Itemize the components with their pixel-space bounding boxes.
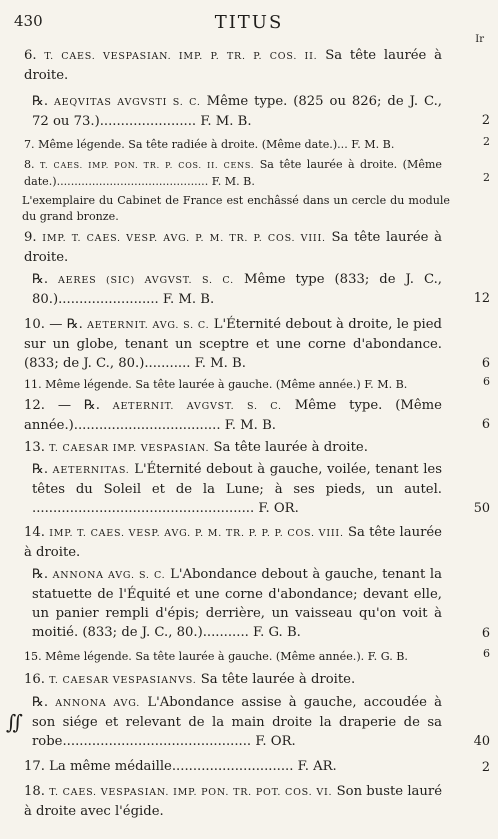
coin-legend: AEQVITAS AVGVSTI S. C. [53,97,201,108]
coin-legend: AETERNITAS. [52,465,130,476]
entry-description: Sa tête laurée à droite. [24,525,442,560]
catalog-entry [32,271,442,310]
entry-description: Sa tête laurée à droite. [24,48,442,83]
coin-legend: ANNONA AVG. S. C. [52,570,166,581]
catalog-entry [24,377,442,393]
entry-description: Même type. (Même année.)................................... F. M. B. [24,398,442,433]
catalog-entry [24,671,442,691]
coin-legend: T. CAES. IMP. PON. TR. P. COS. II. CENS. [40,161,255,170]
entry-number: ℞. [32,94,54,109]
entry-number: 11. [24,378,46,391]
entry-number: ℞. [32,695,56,710]
coin-legend: AETERNIT. AVG. S. C. [87,320,210,331]
entry-number: 9. [24,230,43,245]
coin-legend: IMP. T. CAES. VESP. AVG. P. M. TR. P. P. P. COS. VIII. [49,528,344,539]
catalog-entry [32,566,442,643]
page-header [0,12,498,45]
rarity-value: 6 [483,647,490,660]
entry-number: 8. [24,158,41,171]
page-title: TITUS [214,12,284,33]
entry-description: Son buste lauré à droite avec l'égide. [24,784,442,819]
catalog-entry [24,47,442,86]
page-number: 430 [14,12,43,30]
running-mark: Ir [475,34,484,45]
entry-description: Même type. (825 ou 826; de J. C., 72 ou 73.)....................... F. M. B. [32,94,442,129]
catalog-entry [24,137,442,153]
coin-legend: IMP. T. CAES. VESP. AVG. P. M. TR. P. COS. VIII. [42,233,326,244]
entry-number: 14. [24,525,50,540]
catalog-entry [24,316,442,374]
entry-description: Sa tête laurée à droite. (Même date.)........................................... F. M. B. [24,158,442,188]
rarity-value: 6 [483,375,490,388]
entry-number: 16. [24,672,50,687]
coin-legend: AETERNIT. AVGVST. S. C. [112,401,282,412]
coin-legend: ANNONA AVG. [55,698,141,709]
entry-number: 13. [24,440,50,455]
rarity-value: 6 [481,417,490,432]
entry-description: La même médaille............................. F. AR. [49,759,337,774]
entry-description: Même type (833; de J. C., 80.)........................ F. M. B. [32,272,442,307]
catalog-entry [24,157,442,190]
entry-number: 6. [24,48,45,63]
catalog-entry [24,397,442,436]
entry-number: 7. [24,138,39,151]
entry-number: 12. — ℞. [24,398,113,413]
entry-description: Même légende. Sa tête laurée à gauche. (Même année.). F. G. B. [45,650,408,663]
coin-legend: T. CAES. VESPASIAN. IMP. P. TR. P. COS. II. [44,51,318,62]
rarity-value: 12 [473,291,490,306]
entry-number: 17. [24,759,50,774]
entry-description: L'Abondance assise à gauche, accoudée à son siége et relevant de la main droite la draperie de sa robe............................................. F. OR. [32,695,442,749]
catalog-entry [24,649,442,665]
entry-description: Sa tête laurée à droite. [213,440,368,455]
catalog-entry [24,229,442,268]
coin-legend: T. CAES. VESPASIAN. IMP. PON. TR. POT. COS. VI. [49,787,333,798]
catalog-entry [32,93,442,132]
rarity-value: 2 [483,171,490,184]
coin-legend: AERES (SIC) AVGVST. S. C. [58,275,234,286]
catalog-entry [24,783,442,822]
catalog-entry [22,193,450,225]
catalog-entry [24,439,442,459]
coin-legend: T. CAESAR IMP. VESPASIAN. [49,443,210,454]
entry-number: 15. [24,650,46,663]
entry-description: L'exemplaire du Cabinet de France est enchâssé dans un cercle du module du grand bronze. [22,194,450,223]
entry-description: L'Éternité debout à gauche, voilée, tenant les têtes du Soleil et de la Lune; à ses pieds, un autel. ..................................................... F. OR. [32,462,442,516]
entry-description: L'Éternité debout à droite, le pied sur un globe, tenant un sceptre et une corne d'abondance. (833; de J. C., 80.)........... F. M. B. [24,317,442,371]
coin-legend: T. CAESAR VESPASIANVS. [49,675,197,686]
catalog-entry [24,524,442,563]
entry-number: ℞. [32,567,53,582]
rarity-value: 6 [481,626,490,641]
rarity-value: 50 [473,501,490,516]
entry-description: Sa tête laurée à droite. [200,672,356,687]
rarity-value: 6 [481,356,490,371]
catalog-entry [32,461,442,519]
entry-number: ℞. [32,272,59,287]
entry-description: Même légende. Sa tête laurée à gauche. (Même année.) F. M. B. [45,378,408,391]
catalog-entry [32,694,442,752]
rarity-value: 2 [481,760,490,775]
margin-mark: ∬ [6,710,24,734]
entry-number: 10. — ℞. [24,317,88,332]
entry-number: ℞. [32,462,53,477]
rarity-value: 40 [473,734,490,749]
rarity-value: 2 [481,113,490,128]
entry-description: Sa tête laurée à droite. [24,230,442,265]
entry-description: Même légende. Sa tête radiée à droite. (Même date.)... F. M. B. [38,138,395,151]
entry-description: L'Abondance debout à gauche, tenant la statuette de l'Équité et une corne d'abondance; devant elle, un panier rempli d'épis; derrière, un vaisseau qu'on voit à moitié. (833; de J. C., 80.)........... F. G. B. [32,567,442,640]
rarity-value: 2 [483,135,490,148]
entry-number: 18. [24,784,50,799]
catalog-entry [24,758,442,777]
